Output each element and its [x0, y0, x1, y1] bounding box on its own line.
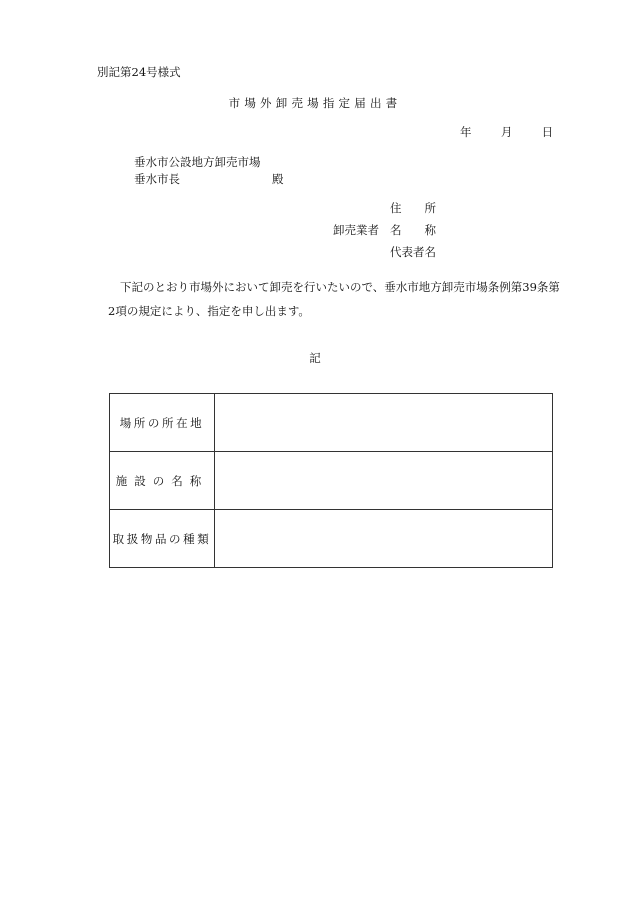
addressee-title: 垂水市長: [134, 172, 180, 186]
addressee-honorific: 殿: [272, 172, 284, 186]
form-number: 別記第24号様式: [97, 65, 181, 79]
body-text-line2: 2項の規定により、指定を申し出ます。: [108, 304, 310, 318]
facility-name-value-field[interactable]: [215, 452, 553, 510]
addressee-organization: 垂水市公設地方卸売市場: [134, 155, 261, 169]
document-title: 市場外卸売場指定届出書: [228, 96, 402, 110]
table-row: [110, 510, 553, 568]
details-table: [109, 393, 553, 568]
table-row: [110, 452, 553, 510]
applicant-group-label: 卸売業者: [333, 223, 379, 237]
table-row: [110, 394, 553, 452]
applicant-address-label: [390, 200, 436, 219]
applicant-name-label: [390, 222, 436, 241]
address-label-char1: 住: [390, 201, 402, 215]
goods-type-value-field[interactable]: [215, 510, 553, 568]
goods-type-label: 取扱物品の種類: [110, 510, 215, 568]
name-label-char2: 称: [424, 223, 436, 237]
name-label-char1: 名: [390, 223, 402, 237]
date-month: 月: [500, 125, 513, 139]
facility-name-label: 施設の名称: [110, 452, 215, 510]
location-value-field[interactable]: [215, 394, 553, 452]
date-year: 年: [460, 125, 472, 139]
date-day: 日: [541, 125, 554, 139]
body-text-line1: 下記のとおり市場外において卸売を行いたいので、垂水市地方卸売市場条例第39条第: [120, 280, 560, 294]
location-label: 場所の所在地: [110, 394, 215, 452]
applicant-representative-label: 代表者名: [390, 245, 436, 259]
date-line: [460, 124, 553, 140]
ki-heading: 記: [309, 351, 321, 365]
address-label-char2: 所: [424, 201, 436, 215]
